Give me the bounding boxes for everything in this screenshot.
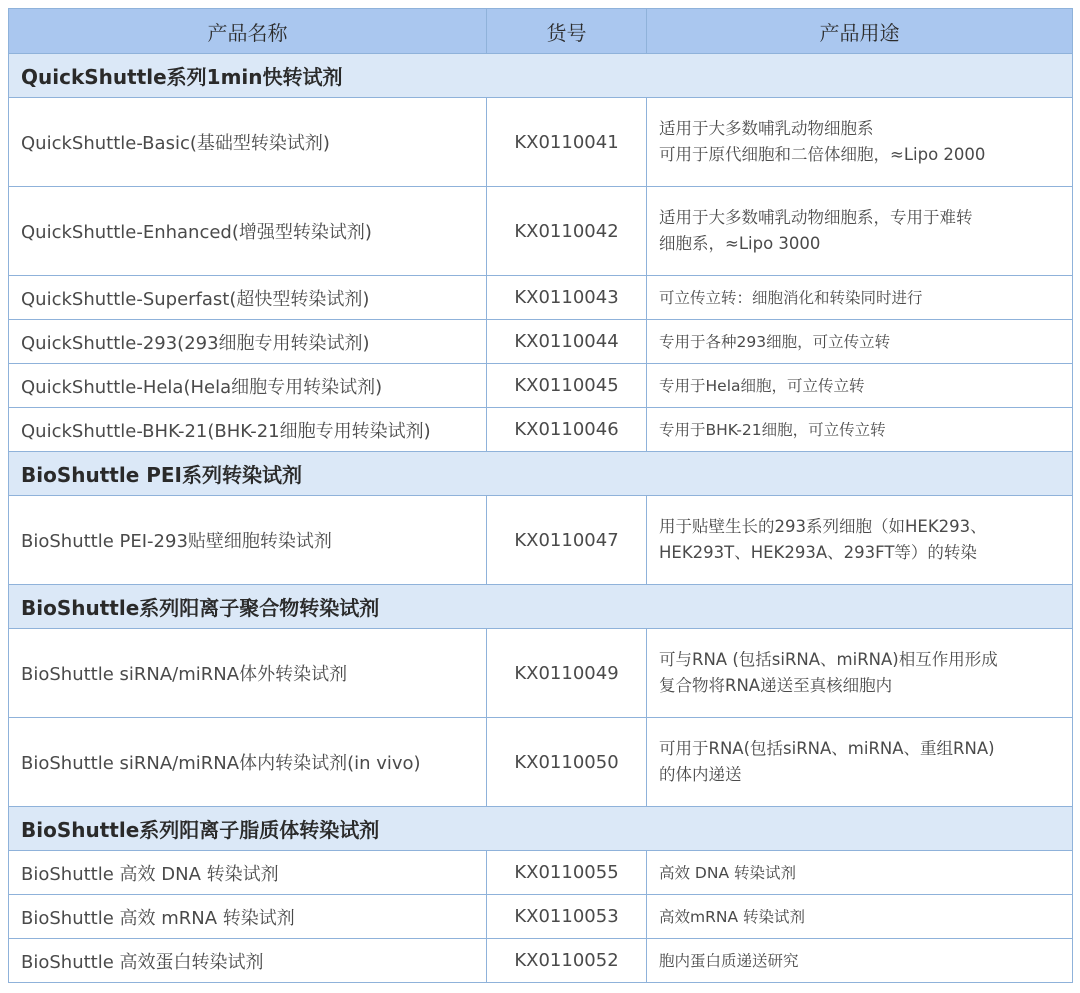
product-name-cell: BioShuttle siRNA/miRNA体内转染试剂(in vivo) [9, 718, 487, 807]
product-table [8, 8, 1073, 983]
product-code-cell: KX0110049 [487, 629, 647, 718]
table-body [9, 54, 1073, 983]
product-use-line: 的体内递送 [659, 765, 742, 784]
product-use-line: 专用于各种293细胞，可立传立转 [659, 332, 891, 351]
header-product-use: 产品用途 [647, 9, 1073, 54]
table-row [9, 276, 1073, 320]
group-row [9, 452, 1073, 496]
table-row [9, 408, 1073, 452]
product-use-cell [647, 718, 1073, 807]
product-name-cell: BioShuttle 高效 DNA 转染试剂 [9, 851, 487, 895]
product-use-cell [647, 851, 1073, 895]
table-row [9, 98, 1073, 187]
product-use-line: 用于贴壁生长的293系列细胞（如HEK293、 [659, 517, 987, 536]
product-code-cell: KX0110044 [487, 320, 647, 364]
product-code-cell: KX0110046 [487, 408, 647, 452]
table-header [9, 9, 1073, 54]
product-name-cell: BioShuttle siRNA/miRNA体外转染试剂 [9, 629, 487, 718]
product-code-cell: KX0110047 [487, 496, 647, 585]
group-title: QuickShuttle系列1min快转试剂 [9, 54, 1073, 98]
product-use-cell [647, 187, 1073, 276]
product-code-cell: KX0110043 [487, 276, 647, 320]
table-row [9, 364, 1073, 408]
product-code-cell: KX0110041 [487, 98, 647, 187]
product-use-line: 可用于原代细胞和二倍体细胞，≈Lipo 2000 [659, 145, 986, 164]
header-product-code: 货号 [487, 9, 647, 54]
group-row [9, 807, 1073, 851]
product-code-cell: KX0110042 [487, 187, 647, 276]
product-code-cell: KX0110053 [487, 895, 647, 939]
product-use-cell [647, 98, 1073, 187]
table-row [9, 187, 1073, 276]
product-code-cell: KX0110052 [487, 939, 647, 983]
product-use-line: 专用于BHK-21细胞，可立传立转 [659, 420, 886, 439]
product-name-cell: QuickShuttle-Basic(基础型转染试剂) [9, 98, 487, 187]
product-use-line: 专用于Hela细胞，可立传立转 [659, 376, 865, 395]
product-use-cell [647, 895, 1073, 939]
group-title: BioShuttle系列阳离子脂质体转染试剂 [9, 807, 1073, 851]
table-row [9, 629, 1073, 718]
product-use-cell [647, 276, 1073, 320]
product-name-cell: QuickShuttle-Hela(Hela细胞专用转染试剂) [9, 364, 487, 408]
product-use-cell [647, 629, 1073, 718]
group-row [9, 54, 1073, 98]
product-use-line: 可用于RNA(包括siRNA、miRNA、重组RNA) [659, 739, 995, 758]
table-row [9, 496, 1073, 585]
product-use-line: 高效mRNA 转染试剂 [659, 907, 805, 926]
product-use-line: 适用于大多数哺乳动物细胞系 [659, 119, 874, 138]
product-name-cell: BioShuttle PEI-293贴壁细胞转染试剂 [9, 496, 487, 585]
group-title: BioShuttle PEI系列转染试剂 [9, 452, 1073, 496]
product-use-cell [647, 939, 1073, 983]
product-use-cell [647, 320, 1073, 364]
product-name-cell: QuickShuttle-293(293细胞专用转染试剂) [9, 320, 487, 364]
product-use-line: 高效 DNA 转染试剂 [659, 863, 796, 882]
product-name-cell: BioShuttle 高效蛋白转染试剂 [9, 939, 487, 983]
product-use-line: 可立传立转：细胞消化和转染同时进行 [659, 288, 923, 307]
group-title: BioShuttle系列阳离子聚合物转染试剂 [9, 585, 1073, 629]
product-use-line: 复合物将RNA递送至真核细胞内 [659, 676, 893, 695]
table-row [9, 939, 1073, 983]
table-row [9, 718, 1073, 807]
product-use-line: 胞内蛋白质递送研究 [659, 951, 799, 970]
product-code-cell: KX0110055 [487, 851, 647, 895]
product-use-cell [647, 408, 1073, 452]
table-row [9, 851, 1073, 895]
product-use-cell [647, 364, 1073, 408]
product-use-line: 细胞系，≈Lipo 3000 [659, 234, 821, 253]
product-use-cell [647, 496, 1073, 585]
product-name-cell: QuickShuttle-Superfast(超快型转染试剂) [9, 276, 487, 320]
product-use-line: HEK293T、HEK293A、293FT等）的转染 [659, 543, 977, 562]
product-name-cell: QuickShuttle-Enhanced(增强型转染试剂) [9, 187, 487, 276]
product-code-cell: KX0110050 [487, 718, 647, 807]
product-name-cell: QuickShuttle-BHK-21(BHK-21细胞专用转染试剂) [9, 408, 487, 452]
group-row [9, 585, 1073, 629]
header-product-name: 产品名称 [9, 9, 487, 54]
product-use-line: 可与RNA (包括siRNA、miRNA)相互作用形成 [659, 650, 998, 669]
product-use-line: 适用于大多数哺乳动物细胞系，专用于难转 [659, 208, 973, 227]
table-row [9, 895, 1073, 939]
product-name-cell: BioShuttle 高效 mRNA 转染试剂 [9, 895, 487, 939]
product-code-cell: KX0110045 [487, 364, 647, 408]
table-row [9, 320, 1073, 364]
